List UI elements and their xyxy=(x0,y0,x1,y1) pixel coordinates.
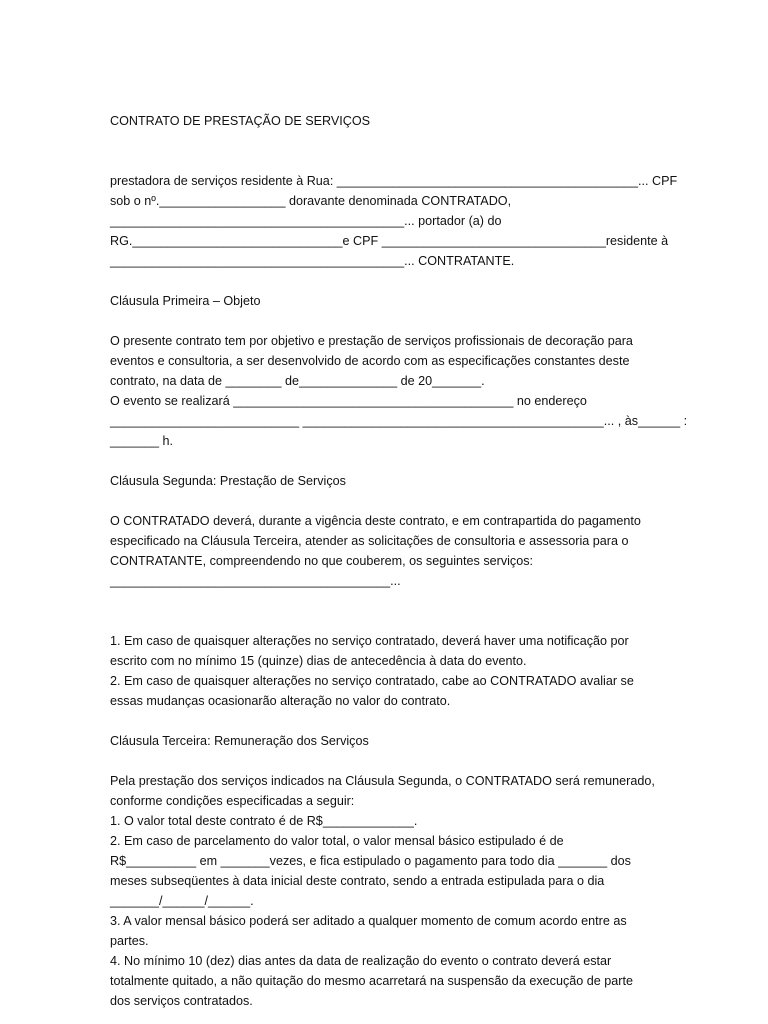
clause-1-line: O evento se realizará ________________________________________ no endereço xyxy=(110,394,587,408)
clause-2-line: O CONTRATADO deverá, durante a vigência deste contrato, e em contrapartida do pagamento xyxy=(110,514,641,528)
clause-3-line: totalmente quitado, a não quitação do mesmo acarretará na suspensão da execução de parte xyxy=(110,974,633,988)
clause-1-line: ___________________________ ___________________________________________... , às______ : xyxy=(110,414,688,428)
clause-3-line: dos serviços contratados. xyxy=(110,994,253,1008)
clause-1-body xyxy=(110,331,688,451)
document-title: CONTRATO DE PRESTAÇÃO DE SERVIÇOS xyxy=(110,114,371,128)
clause-1-line: O presente contrato tem por objetivo e prestação de serviços profissionais de decoração para xyxy=(110,334,633,348)
clause-2-item-line: 1. Em caso de quaisquer alterações no serviço contratado, deverá haver uma notificação por xyxy=(110,634,629,648)
intro-line: __________________________________________... portador (a) do xyxy=(110,214,502,228)
clause-2-item-line: essas mudanças ocasionarão alteração no valor do contrato. xyxy=(110,694,451,708)
clause-2-line: especificado na Cláusula Terceira, atender as solicitações de consultoria e assessoria para o xyxy=(110,534,629,548)
spacer xyxy=(110,311,658,331)
clause-2-line: ________________________________________... xyxy=(110,574,401,588)
clause-3-heading: Cláusula Terceira: Remuneração dos Serviços xyxy=(110,734,369,748)
clause-1-line: eventos e consultoria, a ser desenvolvido de acordo com as especificações constantes deste xyxy=(110,354,630,368)
residence-label: residente à xyxy=(605,234,669,248)
spacer xyxy=(110,451,658,471)
clause-1-heading: Cláusula Primeira – Objeto xyxy=(110,294,261,308)
clause-2-item-line: 2. Em caso de quaisquer alterações no serviço contratado, cabe ao CONTRATADO avaliar se xyxy=(110,674,634,688)
spacer xyxy=(110,751,658,771)
clause-2-body xyxy=(110,511,658,591)
intro-line: __________________________________________... CONTRATANTE. xyxy=(110,254,515,268)
spacer xyxy=(110,711,658,731)
clause-3-line: partes. xyxy=(110,934,149,948)
contract-document xyxy=(110,111,688,1011)
spacer xyxy=(110,591,658,631)
clause-3-line: _______/______/______. xyxy=(110,894,254,908)
clause-3-line: 4. No mínimo 10 (dez) dias antes da data de realização do evento o contrato deverá estar xyxy=(110,954,612,968)
clause-3-line: 1. O valor total deste contrato é de R$_____________. xyxy=(110,814,418,828)
clause-3-line: conforme condições especificadas a seguir: xyxy=(110,794,355,808)
intro-line xyxy=(110,231,669,251)
clause-1-line: contrato, na data de ________ de______________ de 20_______. xyxy=(110,374,485,388)
clause-1-line: _______ h. xyxy=(110,434,174,448)
clause-2-items xyxy=(110,631,658,711)
clause-2-item-line: escrito com no mínimo 15 (quinze) dias de antecedência à data do evento. xyxy=(110,654,527,668)
clause-3-line: 3. A valor mensal básico poderá ser aditado a qualquer momento de comum acordo entre as xyxy=(110,914,627,928)
clause-3-line: 2. Em caso de parcelamento do valor total, o valor mensal básico estipulado é de xyxy=(110,834,564,848)
clause-2-heading: Cláusula Segunda: Prestação de Serviços xyxy=(110,474,346,488)
spacer xyxy=(110,271,658,291)
rg-field: RG.______________________________ xyxy=(110,234,343,248)
clause-3-line: Pela prestação dos serviços indicados na Cláusula Segunda, o CONTRATADO será remunerado, xyxy=(110,774,655,788)
cpf-field: e CPF ________________________________ xyxy=(342,234,606,248)
clause-2-line: CONTRATANTE, compreendendo no que couberem, os seguintes serviços: xyxy=(110,554,534,568)
clause-3-line: meses subseqüentes à data inicial deste contrato, sendo a entrada estipulada para o dia xyxy=(110,874,605,888)
spacer xyxy=(110,491,658,511)
clause-3-body xyxy=(110,771,658,1011)
intro-line: sob o nº.__________________ doravante denominada CONTRATADO, xyxy=(110,194,512,208)
intro-line: prestadora de serviços residente à Rua: ___________________________________________... CPF xyxy=(110,174,678,188)
intro-section xyxy=(110,171,678,271)
spacer xyxy=(110,131,658,171)
clause-3-line: R$__________ em _______vezes, e fica estipulado o pagamento para todo dia _______ dos xyxy=(110,854,631,868)
